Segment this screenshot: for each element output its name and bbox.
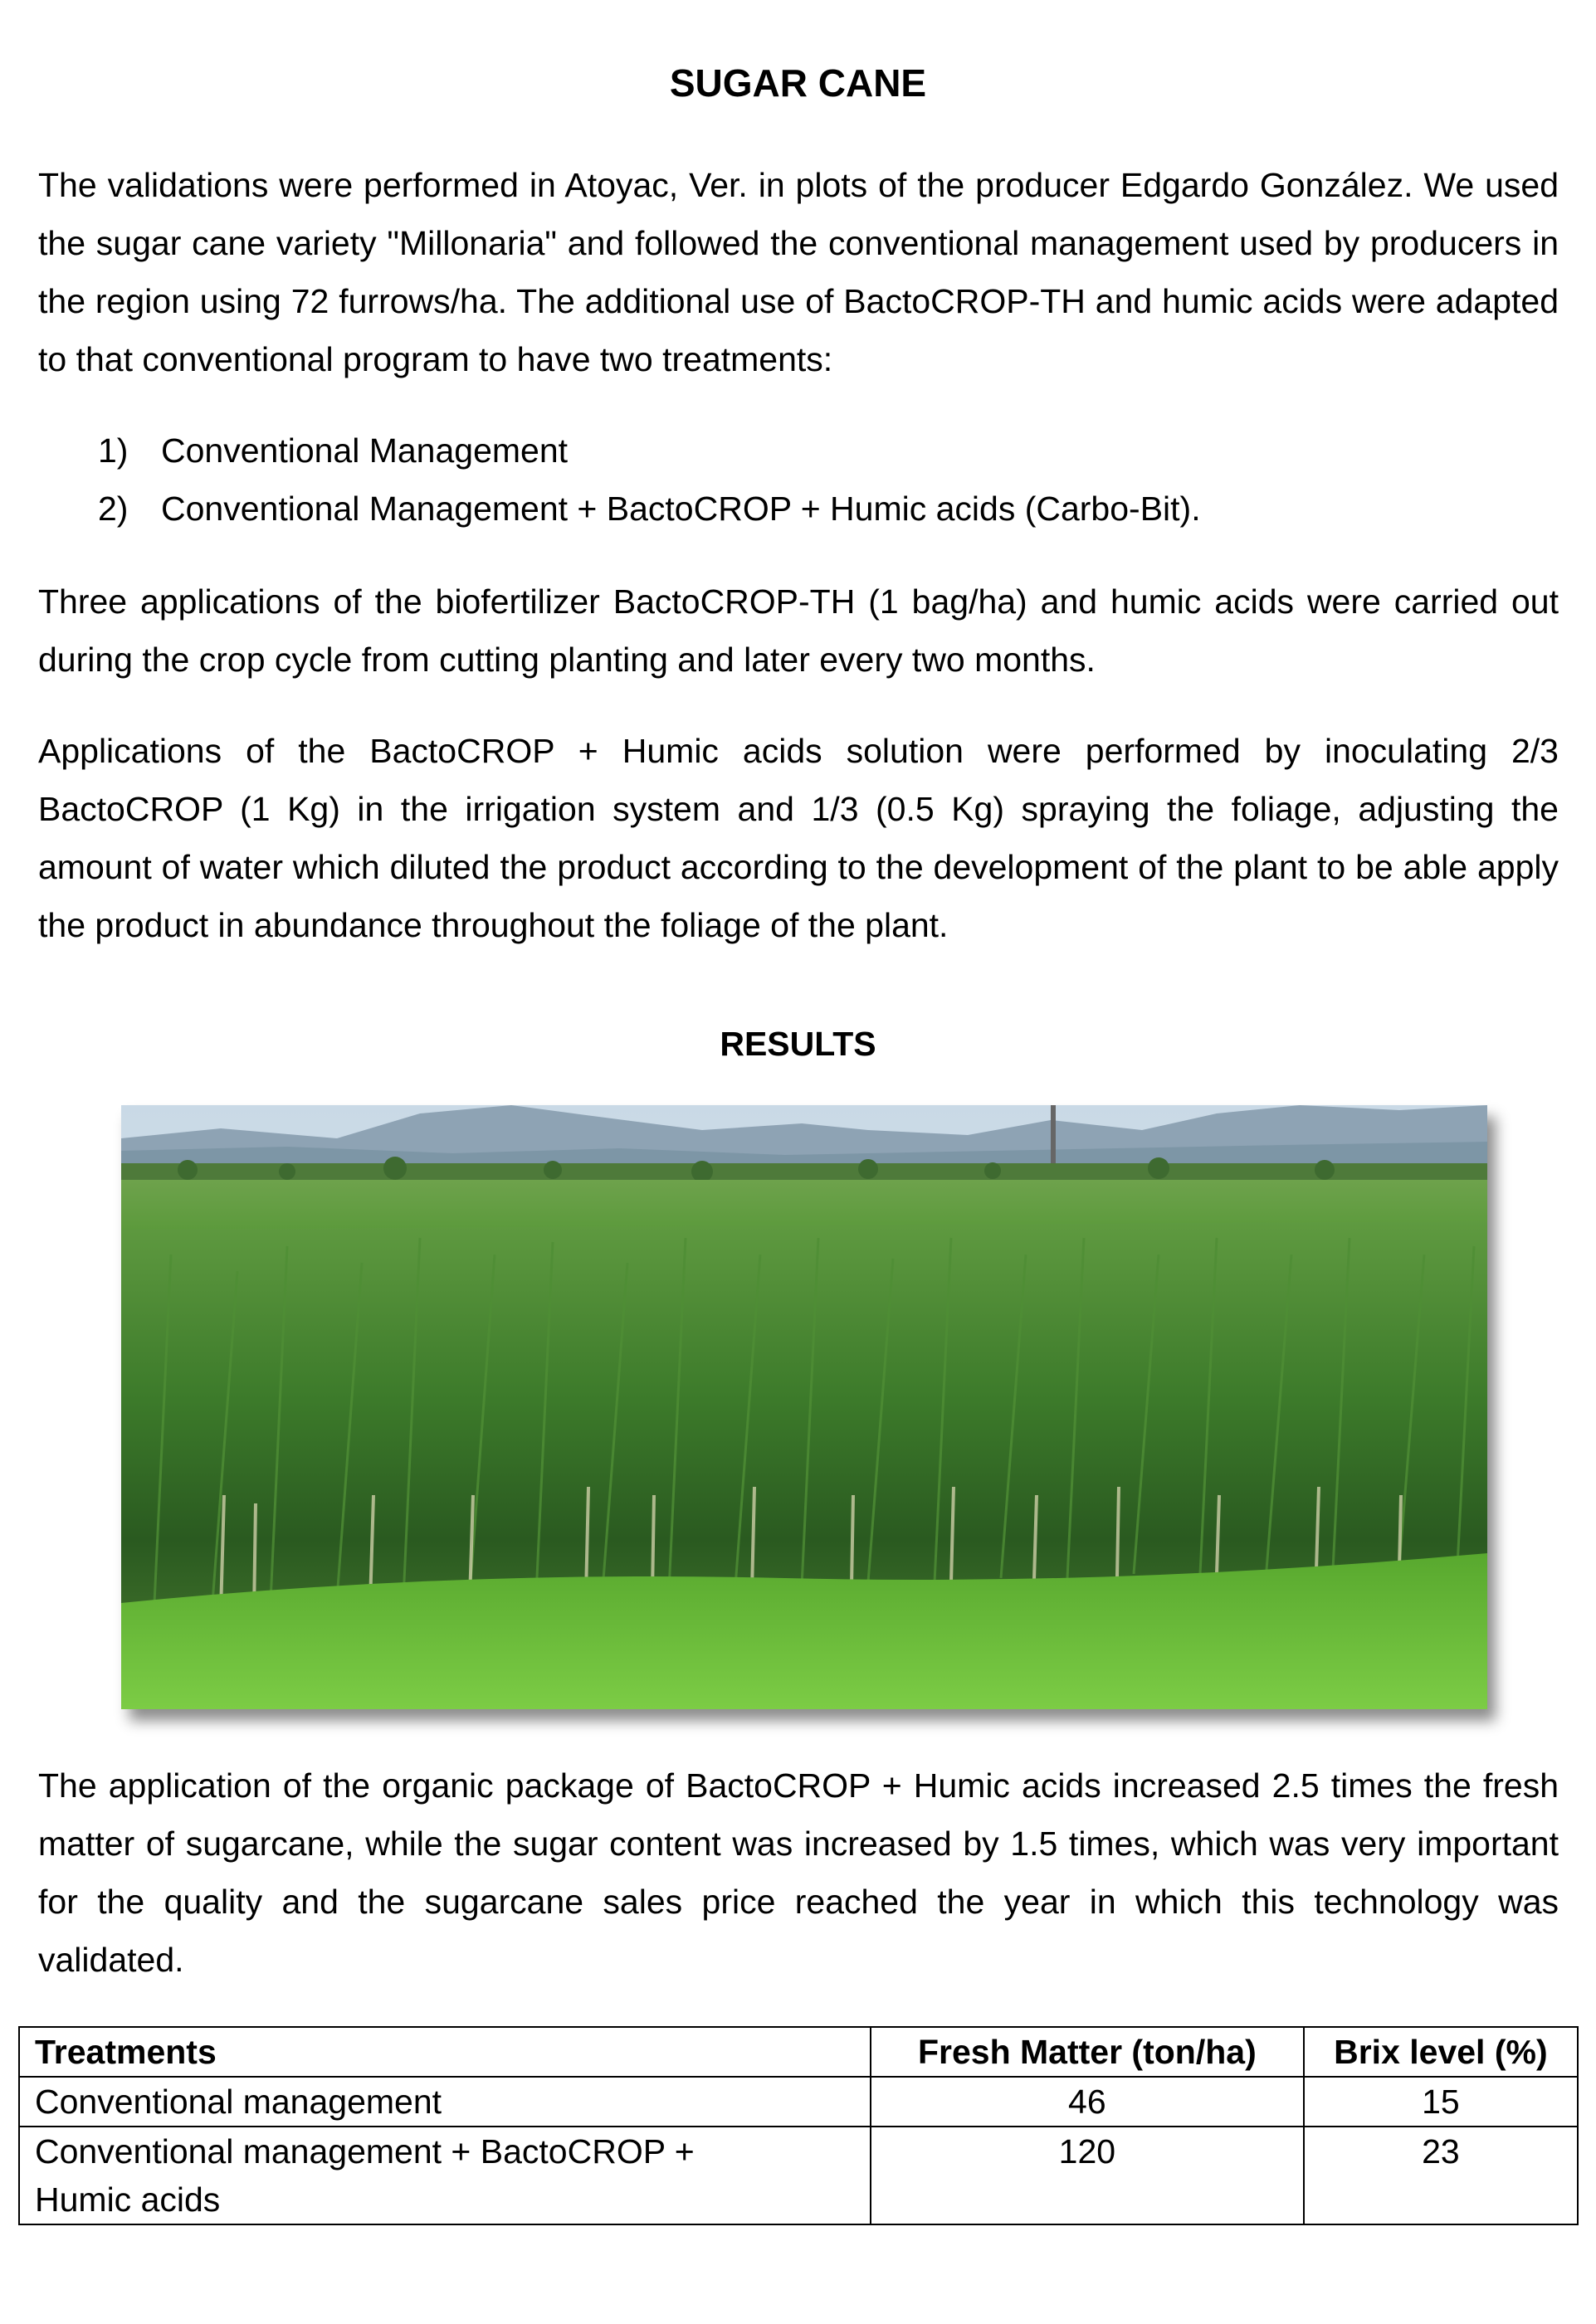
fresh-matter-cell: 120 (871, 2127, 1304, 2224)
header-brix-level: Brix level (%) (1304, 2027, 1578, 2077)
list-item (98, 421, 1201, 480)
applications-paragraph: Three applications of the biofertilizer BactoCROP-TH (1 bag/ha) and humic acids were carried out during the crop cycle from cutting planting and later every two months. (38, 582, 1559, 679)
sugarcane-field-image (121, 1105, 1487, 1709)
results-heading: RESULTS (720, 1025, 876, 1063)
sugarcane-field-photo (121, 1105, 1487, 1709)
brix-cell: 15 (1304, 2077, 1578, 2127)
results-paragraph: The application of the organic package of BactoCROP + Humic acids increased 2.5 times the fresh matter of sugarcane, while the sugar content was increased by 1.5 times, which was very important for the quality and the sugarcane sales price reached the year in which this technology was validated. (38, 1766, 1559, 1979)
brix-cell: 23 (1304, 2127, 1578, 2224)
list-number: 1) (98, 431, 129, 470)
results-table (18, 2026, 1579, 2225)
treatments-list (98, 421, 1201, 538)
table-row (19, 2127, 1578, 2224)
page-title: SUGAR CANE (669, 61, 927, 105)
intro-paragraph: The validations were performed in Atoyac, Ver. in plots of the producer Edgardo González. We used the sugar cane variety "Millonaria" and followed the conventional management used by producers in the region using 72 furrows/ha. The additional use of BactoCROP-TH and humic acids were adapted to that conventional program to have two treatments: (38, 166, 1559, 378)
treatment-cell: Conventional management (19, 2077, 871, 2127)
treatment-line: Conventional management + BactoCROP + (35, 2132, 695, 2171)
header-treatments: Treatments (19, 2027, 871, 2077)
list-text: Conventional Management + BactoCROP + Humic acids (Carbo-Bit). (161, 490, 1201, 528)
table-header-row (19, 2027, 1578, 2077)
method-paragraph: Applications of the BactoCROP + Humic acids solution were performed by inoculating 2/3 BactoCROP (1 Kg) in the irrigation system and 1/3 (0.5 Kg) spraying the foliage, adjusting the amount of water which diluted the product according to the development of the plant to be able apply the product in abundance throughout the foliage of the plant. (38, 732, 1559, 944)
list-item (98, 480, 1201, 538)
fresh-matter-cell: 46 (871, 2077, 1304, 2127)
table-row (19, 2077, 1578, 2127)
list-number: 2) (98, 490, 129, 528)
treatment-cell (19, 2127, 871, 2224)
header-fresh-matter: Fresh Matter (ton/ha) (871, 2027, 1304, 2077)
list-text: Conventional Management (161, 431, 569, 470)
treatment-line: Humic acids (35, 2180, 221, 2219)
